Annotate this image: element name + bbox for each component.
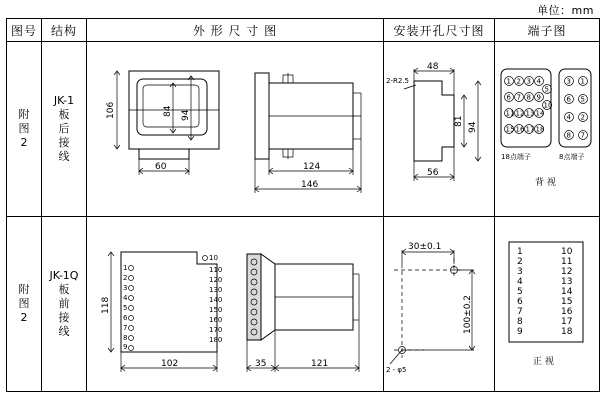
outline-drawing-cell-2 (87, 217, 384, 392)
figure-number-cell-1 (7, 42, 42, 217)
svg-text:7: 7 (123, 324, 128, 332)
header-terminal-diagram: 端子图 (495, 19, 600, 42)
svg-text:正 视: 正 视 (533, 357, 554, 367)
svg-text:4: 4 (123, 294, 128, 302)
svg-text:8: 8 (123, 334, 128, 342)
terminal-diagram-jk1q (495, 218, 597, 390)
svg-text:60: 60 (155, 162, 167, 172)
figure-number-line: 2 (20, 311, 28, 324)
svg-text:4: 4 (536, 77, 541, 86)
svg-text:170: 170 (209, 326, 223, 334)
svg-text:100±0.2: 100±0.2 (463, 294, 473, 334)
svg-text:48: 48 (427, 62, 439, 72)
table-row (7, 42, 600, 217)
svg-text:9: 9 (123, 343, 128, 351)
table-header-row (7, 19, 600, 42)
svg-text:12: 12 (515, 109, 525, 118)
svg-text:120: 120 (209, 276, 223, 284)
figure-number-stack-2 (7, 217, 41, 391)
svg-text:84: 84 (163, 105, 173, 117)
structure-line: 接 (58, 136, 70, 149)
mounting-cutout-jk1 (384, 43, 492, 215)
svg-text:5: 5 (544, 85, 549, 94)
svg-text:150: 150 (209, 306, 223, 314)
header-figure-number: 图号 (7, 19, 42, 42)
svg-text:10: 10 (543, 101, 553, 110)
svg-text:106: 106 (106, 101, 116, 119)
svg-text:17: 17 (525, 125, 535, 134)
terminal-diagram-cell-2 (495, 217, 600, 392)
figure-number-line: 图 (18, 297, 30, 310)
structure-cell-2 (42, 217, 87, 392)
model-label: JK-1 (53, 94, 75, 107)
svg-text:160: 160 (209, 316, 223, 324)
svg-text:12: 12 (561, 267, 573, 277)
svg-text:9: 9 (536, 93, 541, 102)
svg-text:94: 94 (181, 109, 191, 121)
figure-number-line: 2 (20, 136, 28, 149)
svg-text:6: 6 (517, 297, 523, 307)
svg-text:8: 8 (566, 131, 571, 140)
svg-text:118: 118 (101, 296, 111, 314)
svg-text:1: 1 (123, 264, 128, 272)
svg-text:16: 16 (515, 125, 525, 134)
svg-text:8: 8 (526, 93, 531, 102)
svg-text:13: 13 (561, 277, 573, 287)
structure-cell-1 (42, 42, 87, 217)
structure-line: 后 (58, 122, 70, 135)
structure-line: 前 (58, 297, 70, 310)
svg-text:17: 17 (561, 317, 573, 327)
mounting-cutout-cell-2 (384, 217, 495, 392)
structure-line: 板 (58, 108, 70, 121)
svg-text:7: 7 (516, 93, 521, 102)
svg-text:3: 3 (123, 284, 128, 292)
svg-text:16: 16 (561, 307, 573, 317)
svg-text:5: 5 (123, 304, 128, 312)
dimension-table (6, 18, 600, 392)
svg-text:1: 1 (506, 77, 511, 86)
svg-text:7: 7 (580, 131, 585, 140)
svg-text:10: 10 (561, 247, 573, 257)
svg-text:56: 56 (427, 168, 439, 178)
svg-text:2: 2 (123, 274, 128, 282)
header-structure: 结构 (42, 19, 87, 42)
svg-text:30±0.1: 30±0.1 (408, 242, 442, 252)
svg-text:11: 11 (561, 257, 573, 267)
svg-text:146: 146 (301, 180, 319, 190)
svg-text:14: 14 (535, 109, 545, 118)
svg-text:背 视: 背 视 (535, 178, 556, 188)
svg-text:5: 5 (517, 287, 523, 297)
mounting-cutout-jk1q (384, 218, 492, 390)
svg-text:2 - φ5: 2 - φ5 (386, 366, 407, 374)
svg-text:130: 130 (209, 286, 223, 294)
svg-text:4: 4 (566, 113, 571, 122)
svg-text:3: 3 (566, 77, 571, 86)
svg-text:7: 7 (517, 307, 523, 317)
svg-text:2: 2 (517, 257, 523, 267)
svg-text:8点端子: 8点端子 (559, 153, 585, 161)
svg-text:11: 11 (505, 109, 515, 118)
outline-drawing-cell-1 (87, 42, 384, 217)
svg-text:18: 18 (561, 327, 573, 337)
structure-line: 板 (58, 283, 70, 296)
svg-text:1: 1 (580, 77, 585, 86)
svg-text:121: 121 (311, 359, 329, 369)
mounting-cutout-cell-1 (384, 42, 495, 217)
outline-drawing-jk1 (87, 43, 381, 215)
figure-number-line: 附 (18, 108, 30, 121)
svg-text:3: 3 (526, 77, 531, 86)
svg-text:180: 180 (209, 336, 223, 344)
svg-text:15: 15 (505, 125, 515, 134)
figure-number-stack-1 (7, 42, 41, 216)
terminal-diagram-jk1 (495, 43, 597, 215)
svg-text:2: 2 (516, 77, 521, 86)
svg-text:94: 94 (468, 121, 478, 133)
structure-line: 线 (58, 325, 70, 338)
svg-text:3: 3 (517, 267, 523, 277)
svg-text:9: 9 (517, 327, 523, 337)
table-row (7, 217, 600, 392)
svg-text:102: 102 (161, 359, 179, 369)
terminal-diagram-cell-1 (495, 42, 600, 217)
figure-number-cell-2 (7, 217, 42, 392)
header-outline-drawing: 外 形 尺 寸 图 (87, 19, 384, 42)
figure-number-line: 附 (18, 283, 30, 296)
model-label: JK-1Q (49, 269, 79, 282)
svg-text:124: 124 (303, 162, 321, 172)
svg-text:81: 81 (454, 115, 464, 127)
svg-text:6: 6 (506, 93, 511, 102)
svg-text:18点端子: 18点端子 (501, 153, 531, 161)
svg-text:15: 15 (561, 297, 573, 307)
svg-text:18: 18 (535, 125, 545, 134)
svg-text:35: 35 (255, 359, 267, 369)
svg-text:5: 5 (580, 95, 585, 104)
structure-stack-2 (42, 217, 86, 391)
structure-line: 接 (58, 311, 70, 324)
svg-text:6: 6 (566, 95, 571, 104)
svg-text:8: 8 (517, 317, 523, 327)
svg-text:6: 6 (123, 314, 128, 322)
svg-text:110: 110 (209, 266, 223, 274)
svg-text:2: 2 (580, 113, 585, 122)
structure-line: 线 (58, 150, 70, 163)
outline-drawing-jk1q (87, 218, 381, 390)
svg-text:140: 140 (209, 296, 223, 304)
header-mounting-cutout: 安装开孔尺寸图 (384, 19, 495, 42)
unit-note: 单位：mm (537, 4, 594, 17)
svg-text:14: 14 (561, 287, 573, 297)
svg-text:1: 1 (517, 247, 523, 257)
svg-text:4: 4 (517, 277, 523, 287)
figure-number-line: 图 (18, 122, 30, 135)
svg-text:10: 10 (209, 254, 218, 262)
svg-text:2-R2.5: 2-R2.5 (386, 77, 409, 85)
svg-text:13: 13 (525, 109, 535, 118)
structure-stack-1 (42, 42, 86, 216)
